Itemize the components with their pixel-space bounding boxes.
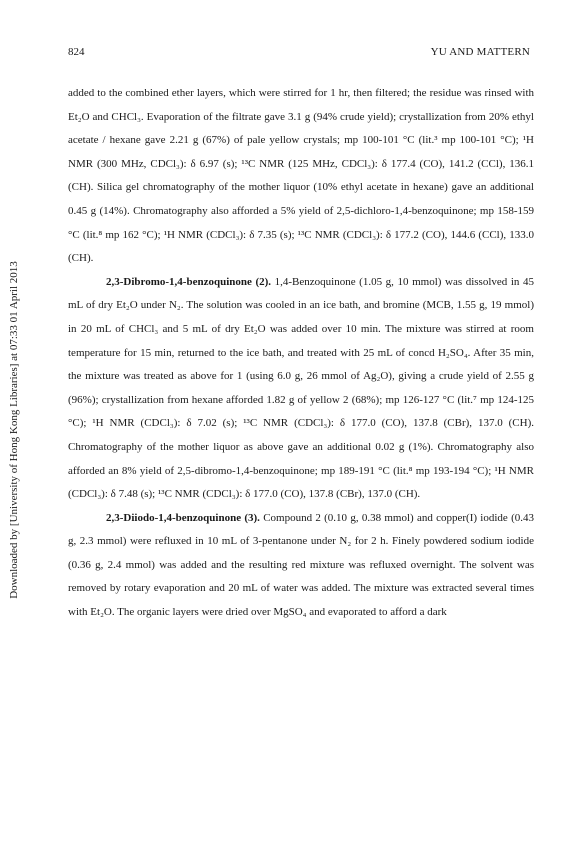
compound-3-heading: 2,3-Diiodo-1,4-benzoquinone (3). (106, 511, 260, 524)
paragraph-3-text: Compound 2 (0.10 g, 0.38 mmol) and copper(I) iodide (0.43 g, 2.3 mmol) were refluxed in 10 mL of 3-pentanone under N₂ for 2 h. Finely powdered sodium iodide (0.36 g, 2.4 mmol) was added and the resulting red mixture was refluxed overnight. The solvent was removed by rotary evaporation and 20 mL of water was added. The mixture was extracted several times with Et₂O. The organic layers were dried over MgSO₄ and evaporated to afford a dark (68, 511, 534, 619)
paragraph-2-text: 1,4-Benzoquinone (1.05 g, 10 mmol) was dissolved in 45 mL of dry Et₂O under N₂. The solution was cooled in an ice bath, and bromine (MCB, 1.55 g, 19 mmol) in 20 mL of CHCl₃ and 5 mL of dry Et₂O was added over 10 min. The mixture was stirred at room temperature for 15 min, returned to the ice bath, and treated with 25 mL of concd H₂SO₄. After 35 min, the mixture was treated as above for 1 (using 6.0 g, 26 mmol of Ag₂O), giving a crude yield of 2.55 g (96%); crystallization from hexane afforded 1.82 g of yellow 2 (68%); mp 126-127 °C (lit.⁷ mp 124-125 °C); ¹H NMR (CDCl₃): δ 7.02 (s); ¹³C NMR (CDCl₃): δ 177.0 (CO), 137.8 (CBr), 137.0 (CH). Chromatography of the mother liquor as above gave an additional 0.02 g (1%). Chromatography also afforded an 8% yield of 2,5-dibromo-1,4-benzoquinone; mp 189-191 °C (lit.⁸ mp 193-194 °C); ¹H NMR (CDCl₃): δ 7.48 (s); ¹³C NMR (CDCl₃): δ 177.0 (CO), 137.8 (CBr), 137.0 (CH). (68, 275, 534, 501)
paragraph-3 (68, 507, 534, 625)
running-head: YU AND MATTERN (430, 46, 530, 58)
paragraph-1: added to the combined ether layers, which were stirred for 1 hr, then filtered; the residue was rinsed with Et₂O and CHCl₃. Evaporation of the filtrate gave 3.1 g (94% crude yield); crystallization from 20% ethyl acetate / hexane gave 2.21 g (67%) of pale yellow crystals; mp 100-101 °C (lit.³ mp 100-101 °C); ¹H NMR (300 MHz, CDCl₃): δ 6.97 (s); ¹³C NMR (125 MHz, CDCl₃): δ 177.4 (CO), 141.2 (CCl), 136.1 (CH). Silica gel chromatography of the mother liquor (10% ethyl acetate in hexane) gave an additional 0.45 g (14%). Chromatography also afforded a 5% yield of 2,5-dichloro-1,4-benzoquinone; mp 158-159 °C (lit.⁸ mp 162 °C); ¹H NMR (CDCl₃): δ 7.35 (s); ¹³C NMR (CDCl₃): δ 177.2 (CO), 144.6 (CCl), 133.0 (CH). (68, 87, 534, 265)
download-watermark: Downloaded by [University of Hong Kong Libraries] at 07:33 01 April 2013 (8, 261, 20, 599)
article-body (68, 82, 534, 625)
page-number: 824 (68, 46, 85, 58)
paragraph-2 (68, 271, 534, 507)
compound-2-heading: 2,3-Dibromo-1,4-benzoquinone (2). (106, 275, 272, 288)
